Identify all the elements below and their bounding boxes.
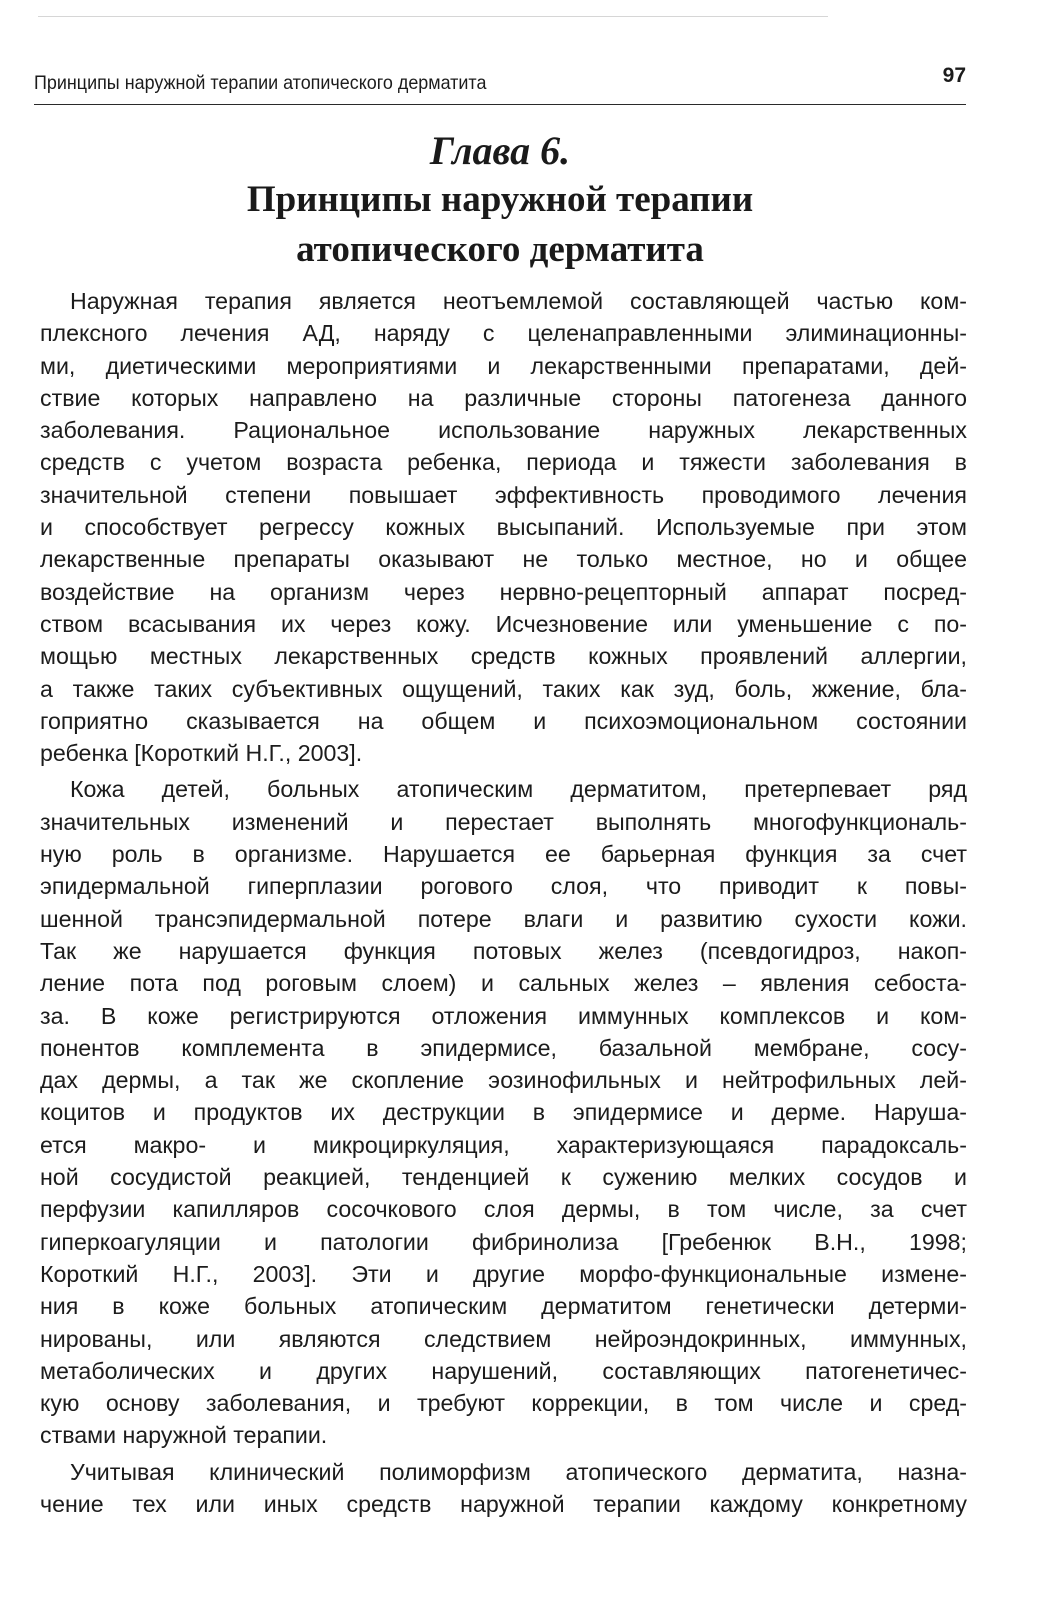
text-line: нированы, или являются следствием нейроэндокринных, иммунных, bbox=[40, 1325, 967, 1352]
text-line: понентов комплемента в эпидермисе, базальной мембране, сосу- bbox=[40, 1034, 967, 1061]
text-line: средств с учетом возраста ребенка, периода и тяжести заболевания в bbox=[40, 449, 967, 476]
text-line: и способствует регрессу кожных высыпаний. Используемые при этом bbox=[40, 514, 967, 541]
text-line: ребенка [Короткий Н.Г., 2003]. bbox=[40, 740, 363, 767]
text-line: мощью местных лекарственных средств кожных проявлений аллергии, bbox=[40, 643, 967, 670]
text-line: чение тех или иных средств наружной терапии каждому конкретному bbox=[40, 1490, 967, 1517]
text-line: ной сосудистой реакцией, тенденцией к сужению мелких сосудов и bbox=[40, 1164, 967, 1191]
text-line: перфузии капилляров сосочкового слоя дермы, в том числе, за счет bbox=[40, 1196, 967, 1223]
text-line: Короткий Н.Г., 2003]. Эти и другие морфо-функциональные измене- bbox=[40, 1260, 967, 1287]
chapter-heading bbox=[34, 128, 966, 274]
text-line: Наружная терапия является неотъемлемой составляющей частью ком- bbox=[70, 288, 967, 314]
paragraph bbox=[40, 1456, 967, 1521]
page-number: 97 bbox=[942, 64, 966, 87]
running-header bbox=[34, 64, 966, 105]
text-line: лекарственные препараты оказывают не только местное, но и общее bbox=[40, 546, 967, 573]
text-line: эпидермальной гиперплазии рогового слоя, что приводит к повы- bbox=[40, 873, 967, 900]
text-line: шенной трансэпидермальной потере влаги и развитию сухости кожи. bbox=[40, 905, 967, 932]
body-text bbox=[40, 285, 967, 1524]
text-line: кую основу заболевания, и требуют коррекции, в том числе и сред- bbox=[40, 1390, 967, 1417]
text-line: ление пота под роговым слоем) и сальных желез – явления себоста- bbox=[40, 970, 967, 997]
text-line: гиперкоагуляции и патологии фибринолиза [Гребенюк В.Н., 1998; bbox=[40, 1228, 967, 1255]
scan-top-rule bbox=[38, 16, 828, 17]
text-line: метаболических и других нарушений, составляющих патогенетичес- bbox=[40, 1357, 967, 1384]
text-line: ми, диетическими мероприятиями и лекарственными препаратами, дей- bbox=[40, 352, 967, 379]
text-line: заболевания. Рациональное использование наружных лекарственных bbox=[40, 417, 967, 444]
text-line: плексного лечения АД, наряду с целенаправленными элиминационны- bbox=[40, 320, 967, 347]
text-line: Учитывая клинический полиморфизм атопического дерматита, назна- bbox=[70, 1458, 967, 1485]
chapter-label: Глава 6. bbox=[429, 128, 571, 173]
text-line: дах дермы, а так же скопление эозинофильных и нейтрофильных лей- bbox=[40, 1067, 967, 1094]
text-line: а также таких субъективных ощущений, таких как зуд, боль, жжение, бла- bbox=[40, 675, 967, 702]
text-line: Так же нарушается функция потовых желез (псевдогидроз, накоп- bbox=[40, 937, 967, 964]
text-line: ную роль в организме. Нарушается ее барьерная функция за счет bbox=[40, 841, 967, 868]
text-line: коцитов и продуктов их деструкции в эпидермисе и дерме. Наруша- bbox=[40, 1099, 967, 1126]
chapter-title-line: атопического дерматита bbox=[296, 229, 704, 270]
text-line: ствие которых направлено на различные стороны патогенеза данного bbox=[40, 384, 967, 411]
text-line: ством всасывания их через кожу. Исчезновение или уменьшение с по- bbox=[40, 610, 967, 637]
paragraph bbox=[40, 285, 967, 769]
paragraph bbox=[40, 773, 967, 1451]
text-line: гоприятно сказывается на общем и психоэмоциональном состоянии bbox=[40, 707, 967, 734]
text-line: ния в коже больных атопическим дерматитом генетически детерми- bbox=[40, 1293, 967, 1320]
text-line: воздействие на организм через нервно-рецепторный аппарат посред- bbox=[40, 578, 967, 605]
chapter-title-line: Принципы наружной терапии bbox=[246, 179, 754, 220]
text-line: значительной степени повышает эффективность проводимого лечения bbox=[40, 481, 967, 508]
running-title: Принципы наружной терапии атопического дерматита bbox=[34, 72, 487, 94]
text-line: Кожа детей, больных атопическим дерматитом, претерпевает ряд bbox=[70, 776, 967, 803]
text-line: значительных изменений и перестает выполнять многофункциональ- bbox=[40, 808, 967, 835]
text-line: за. В коже регистрируются отложения иммунных комплексов и ком- bbox=[40, 1002, 967, 1029]
text-line: ется макро- и микроциркуляция, характеризующаяся парадоксаль- bbox=[40, 1131, 967, 1158]
text-line: ствами наружной терапии. bbox=[40, 1422, 328, 1449]
